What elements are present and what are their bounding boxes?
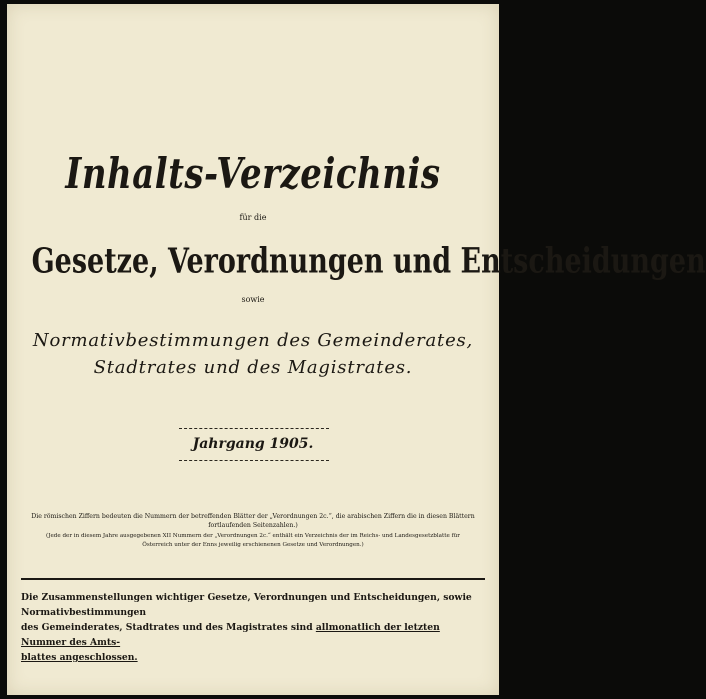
note2-line1: (Jede der in diesem Jahre ausgegebenen XII Nummern der „Verordnungen 2c.“ enthält ein Verzeichnis der im Reichs- und Landesgesetzblatte für bbox=[46, 533, 460, 539]
note-roman-numerals bbox=[7, 512, 499, 530]
notice-line3: blattes angeschlossen. bbox=[21, 652, 138, 663]
document-page bbox=[7, 4, 706, 695]
heading-normative-line1: Normativbestimmungen des Gemeinderates, bbox=[32, 330, 474, 351]
notice-line1: Die Zusammenstellungen wichtiger Gesetze, Verordnungen und Entscheidungen, sowie Normativbestimmungen bbox=[21, 592, 472, 618]
year-rule-top bbox=[179, 428, 329, 429]
notice-line2b: allmonatlich der letzten Nummer des Amts- bbox=[21, 622, 440, 648]
year-label: Jahrgang 1905. bbox=[192, 436, 314, 452]
note2-line2: Österreich unter der Enns jeweilig erschienenen Gesetze und Verordnungen.) bbox=[142, 542, 364, 548]
note-issues bbox=[7, 532, 499, 550]
notice-line2a: des Gemeinderates, Stadtrates und des Magistrates sind bbox=[21, 622, 316, 633]
heading-normative-line2: Stadtrates und des Magistrates. bbox=[93, 357, 413, 378]
connector-fur-die: für die bbox=[239, 213, 267, 222]
note1-line2: fortlaufenden Seitenzahlen.) bbox=[208, 522, 298, 529]
heading-laws: Gesetze, Verordnungen und Entscheidungen bbox=[31, 241, 706, 282]
year-rule-bottom bbox=[179, 460, 329, 461]
document-title: Inhalts-Verzeichnis bbox=[65, 149, 441, 199]
compilation-notice bbox=[21, 578, 485, 665]
connector-sowie: sowie bbox=[241, 295, 265, 304]
note1-line1: Die römischen Ziffern bedeuten die Nummern der betreffenden Blätter der „Verordnungen 2c.“, die arabischen Ziffern die in diesen Blättern bbox=[31, 513, 475, 520]
